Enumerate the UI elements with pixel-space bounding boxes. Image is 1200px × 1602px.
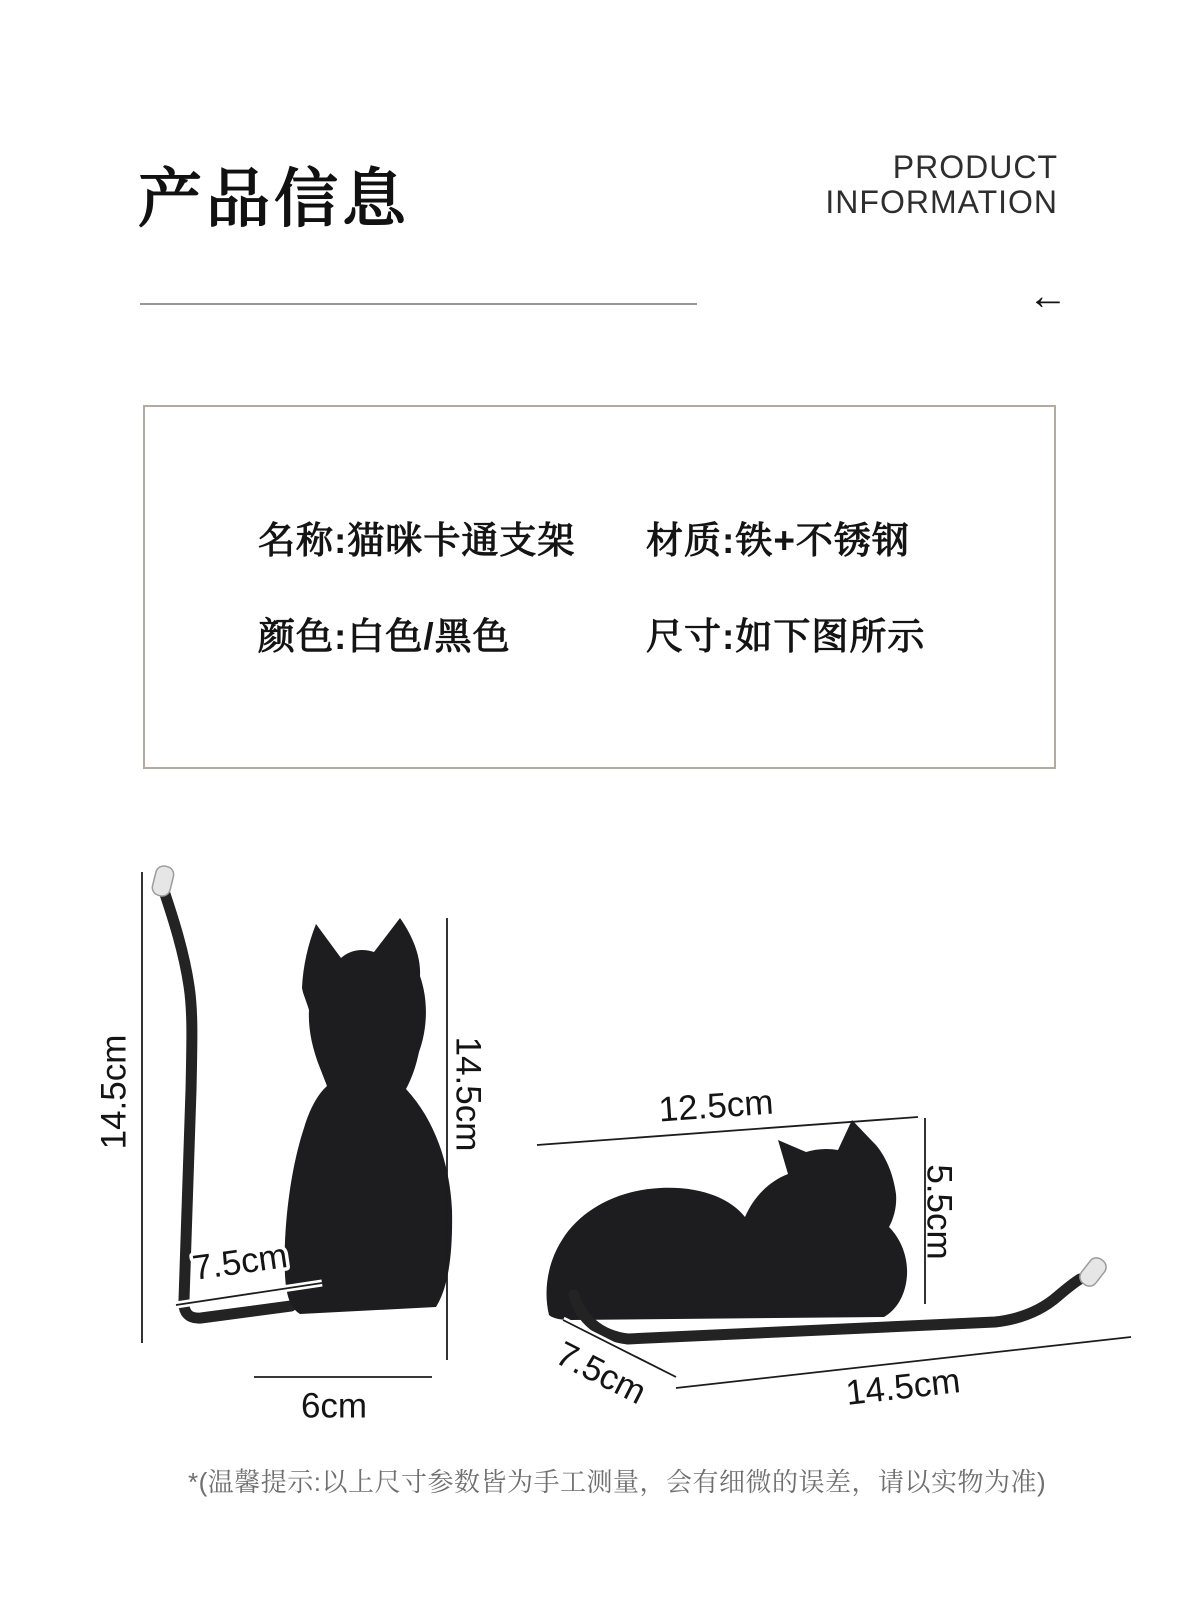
lying-cat-silhouette	[547, 1120, 908, 1320]
spec-field-color: 颜色:白色/黑色	[258, 616, 511, 657]
subtitle-line-1: PRODUCT	[892, 149, 1058, 185]
spec-field-material: 材质:铁+不锈钢	[646, 520, 910, 561]
spec-field-size: 尺寸:如下图所示	[646, 616, 926, 657]
label-hook-depth: 7.5cm	[549, 1333, 653, 1413]
label-plate-height: 5.5cm	[919, 1164, 959, 1260]
lying-cat-diagram	[537, 1083, 1131, 1413]
subtitle-line-2: INFORMATION	[825, 184, 1058, 220]
label-base-width: 6cm	[300, 1386, 368, 1426]
label-rod-height: 14.5cm	[94, 1034, 134, 1150]
label-plate-height: 14.5cm	[448, 1036, 488, 1152]
sitting-cat-silhouette	[285, 918, 452, 1314]
label-plate-width: 12.5cm	[657, 1082, 775, 1130]
label-hook-depth: 7.5cm	[190, 1236, 290, 1288]
spec-field-name: 名称:猫咪卡通支架	[258, 520, 576, 561]
arrow-left-icon: ←	[1028, 274, 1068, 318]
page-title: 产品信息	[138, 163, 410, 235]
rod-metal-cap	[151, 864, 176, 897]
measurement-disclaimer: *(温馨提示:以上尺寸参数皆为手工测量，会有细微的误差，请以实物为准)	[188, 1467, 1047, 1497]
label-bar-length: 14.5cm	[843, 1361, 963, 1413]
sitting-cat-diagram	[95, 864, 488, 1425]
